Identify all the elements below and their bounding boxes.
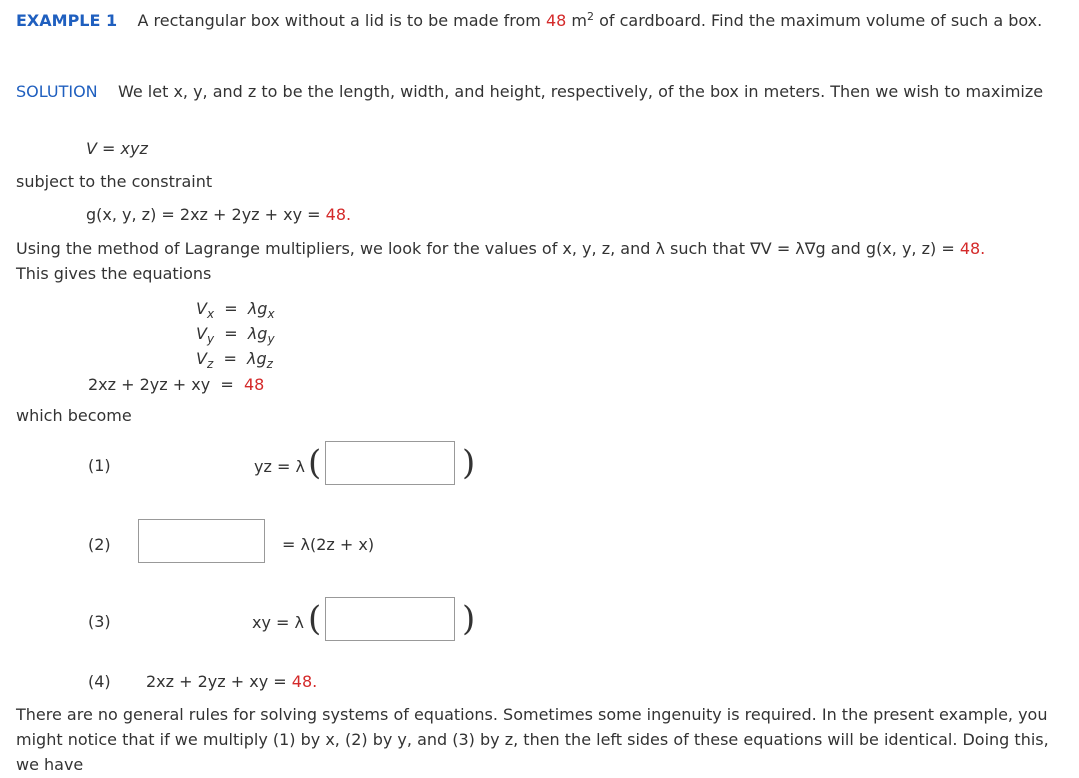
eq1-close-paren: )	[462, 443, 476, 483]
eq1-lhs: yz = λ	[254, 457, 305, 476]
eq1-answer-input[interactable]	[325, 441, 455, 485]
example-text-a: A rectangular box without a lid is to be made from	[137, 11, 546, 30]
eq2-rhs: = λ(2z + x)	[282, 535, 375, 554]
eq4-expression	[146, 672, 317, 691]
solution-label: SOLUTION	[16, 82, 98, 101]
area-unit: m	[571, 11, 588, 30]
lagrange-paragraph	[16, 236, 1061, 286]
row3-sub: z	[206, 357, 214, 371]
row1-sub: x	[206, 307, 215, 321]
row2-lhs: V	[196, 324, 207, 343]
eq3-close-paren: )	[462, 599, 476, 639]
system-row-1	[196, 299, 275, 321]
row1-lhs: V	[196, 299, 207, 318]
example-label: EXAMPLE 1	[16, 11, 118, 30]
eq2-number: (2)	[88, 535, 111, 554]
solution-paragraph	[16, 79, 1061, 104]
row2-sub: y	[206, 332, 215, 346]
row3-lhs: V	[196, 349, 207, 368]
system-row-4	[88, 375, 264, 394]
row1-rhs: λg	[247, 299, 268, 318]
solution-text: We let x, y, and z to be the length, width, and height, respectively, of the box in meters. Then we wish to maximize	[117, 82, 1044, 101]
which-become: which become	[16, 406, 132, 425]
row3-rsub: z	[266, 357, 273, 371]
constraint-equation	[86, 205, 351, 224]
system-row-3	[196, 349, 273, 371]
eq1-number: (1)	[88, 456, 111, 475]
volume-equation: V = xyz	[86, 139, 148, 158]
eq3-open-paren: (	[308, 599, 322, 639]
row2-rsub: y	[267, 332, 275, 346]
eq3-number: (3)	[88, 612, 111, 631]
lagrange-text-a: Using the method of Lagrange multipliers, we look for the values of x, y, z, and λ such that ∇V = λ∇g and g(x, y, z) =	[16, 239, 960, 258]
constraint-lhs: g(x, y, z) = 2xz + 2yz + xy =	[86, 205, 326, 224]
row2-rhs: λg	[247, 324, 268, 343]
example-statement	[16, 4, 1061, 33]
row2-eq: =	[224, 324, 238, 343]
eq4-lhs: 2xz + 2yz + xy =	[146, 672, 292, 691]
row1-rsub: x	[267, 307, 275, 321]
eq1-open-paren: (	[308, 443, 322, 483]
row4-eq: =	[220, 375, 234, 394]
example-text-b: of cardboard. Find the maximum volume of such a box.	[594, 11, 1043, 30]
closing-paragraph: There are no general rules for solving systems of equations. Sometimes some ingenuity is required. In the present example, you might notice that if we multiply (1) by x, (2) by y, and (3) by z, then the left sides of these equations will be identical. Doing this, we have	[16, 705, 1049, 774]
system-row-2	[196, 324, 275, 346]
lagrange-text-b: This gives the equations	[16, 264, 212, 283]
eq2-answer-input[interactable]	[138, 519, 265, 563]
area-exponent: 2	[587, 10, 595, 23]
area-value: 48	[545, 11, 567, 30]
constraint-intro: subject to the constraint	[16, 172, 213, 191]
row3-rhs: λg	[247, 349, 267, 368]
lagrange-rhs: 48.	[959, 239, 986, 258]
row4-rhs: 48	[243, 375, 265, 394]
constraint-rhs: 48.	[325, 205, 352, 224]
eq4-rhs: 48.	[291, 672, 318, 691]
eq3-lhs: xy = λ	[252, 613, 304, 632]
row4-lhs: 2xz + 2yz + xy	[88, 375, 211, 394]
row3-eq: =	[223, 349, 237, 368]
row1-eq: =	[224, 299, 238, 318]
eq3-answer-input[interactable]	[325, 597, 455, 641]
eq4-number: (4)	[88, 672, 111, 691]
